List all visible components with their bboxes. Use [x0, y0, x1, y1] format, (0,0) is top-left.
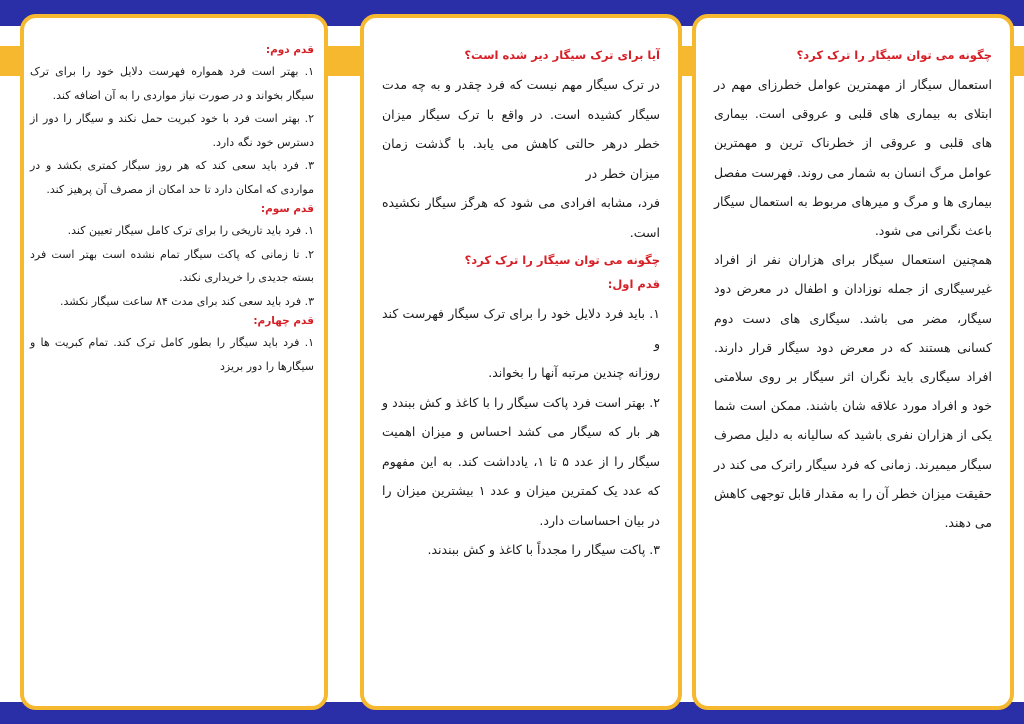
panel-middle [360, 14, 682, 710]
list-item: ۱. فرد باید تاریخی را برای ترک کامل سیگار تعیین کند. [67, 224, 314, 237]
list-item: ۳. پاکت سیگار را مجدداً با کاغذ و کش ببندند. [427, 542, 660, 557]
list-item: ۱. فرد باید سیگار را بطور کامل ترک کند. تمام کبریت ها و سیگارها را دور بریزد [30, 336, 314, 373]
panel-right-heading: چگونه می توان سیگار را ترک کرد؟ [796, 48, 992, 62]
panel-middle-heading: چگونه می توان سیگار را ترک کرد؟ [464, 253, 660, 267]
list-item: ۲. بهتر است فرد با خود کبریت حمل نکند و سیگار را دور از دسترس خود نگه دارد. [30, 112, 314, 149]
panel-left [20, 14, 328, 710]
list-item: ۱. بهتر است فرد همواره فهرست دلایل خود را برای ترک سیگار بخواند و در صورت نیاز مواردی را به آن اضافه کند. [30, 65, 314, 102]
step-label: قدم اول: [607, 277, 660, 291]
list-item: روزانه چندین مرتبه آنها را بخواند. [488, 365, 660, 380]
list-item: ۱. باید فرد دلایل خود را برای ترک سیگار فهرست کند و [382, 306, 660, 351]
panel-right-paragraph: استعمال سیگار از مهمترین عوامل خطرزای مهم در ابتلای به بیماری های قلبی و عروقی است. بیماری های قلبی و عروقی از خطرناک ترین و مهمترین عوامل مرگ انسان به شمار می روند. فهرست مفصل بیماری ها و مرگ و میرهای مربوط به استعمال سیگار باعث نگرانی می شود. [714, 77, 992, 239]
panel-middle-heading: آیا برای ترک سیگار دیر شده است؟ [464, 48, 660, 62]
panel-right [692, 14, 1014, 710]
list-item: ۳. فرد باید سعی کند برای مدت ۸۴ ساعت سیگار نکشد. [60, 294, 314, 308]
step-label: قدم دوم: [265, 44, 314, 56]
panel-right-paragraph: همچنین استعمال سیگار برای هزاران نفر از افراد غیرسیگاری از جمله نوزادان و اطفال در معرض دود سیگار، مضر می باشد. سیگاری های دست دوم کسانی هستند که در معرض دود سیگار قرار دارند. افراد سیگاری باید نگران اثر سیگار بر روی سلامتی خود و افراد مورد علاقه شان باشند. ممکن است شما یکی از هزاران نفری باشید که سالیانه به دلیل مصرف سیگار میمیرند. زمانی که فرد سیگار راترک می کند در حقیقت میزان خطر آن را به مقدار قابل توجهی کاهش می دهند. [714, 252, 992, 531]
list-item: ۳. فرد باید سعی کند که هر روز سیگار کمتری بکشد و در مواردی که امکان دارد تا حد امکان از مصرف آن پرهیز کند. [30, 159, 314, 196]
panel-middle-text: فرد، مشابه افرادی می شود که هرگز سیگار نکشیده است. [382, 195, 660, 240]
step-label: قدم چهارم: [253, 315, 314, 327]
list-item: ۲. تا زمانی که پاکت سیگار تمام نشده است بهتر است فرد بسته جدیدی را خریداری نکند. [30, 247, 314, 284]
step-label: قدم سوم: [260, 203, 314, 215]
list-item: ۲. بهتر است فرد پاکت سیگار را با کاغذ و کش ببندد و هر بار که سیگار می کشد احساس و میزان اهمیت سیگار را از عدد ۵ تا ۱، یادداشت کند. به این مفهوم که عدد یک کمترین میزان و عدد ۱ بیشترین میزان را در بیان احساسات دارد. [382, 394, 660, 528]
panel-middle-text: در ترک سیگار مهم نیست که فرد چقدر و به چه مدت سیگار کشیده است. در واقع با ترک سیگار میزان خطر درهر حالتی کاهش می یابد. با گذشت زمان میزان خطر در [382, 77, 660, 181]
